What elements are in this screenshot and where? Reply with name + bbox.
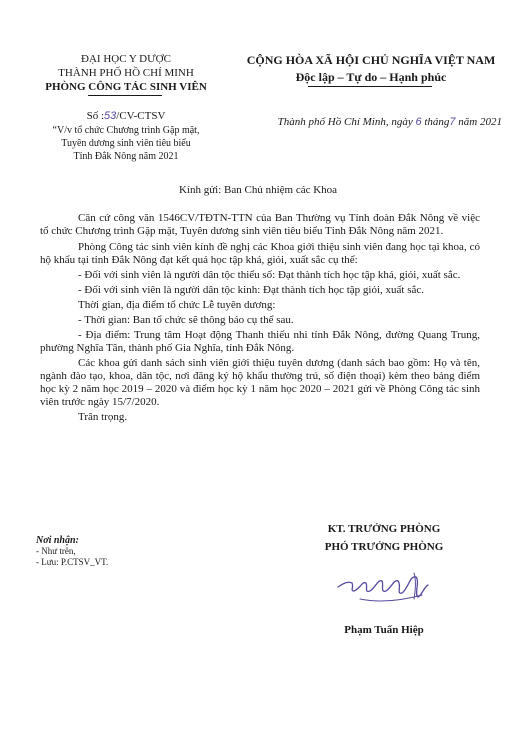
doc-number-prefix: Số :	[86, 110, 105, 122]
distribution-item: - Như trên,	[36, 546, 76, 556]
date-month: 7	[449, 116, 456, 128]
org-line-1: ĐẠI HỌC Y DƯỢC	[81, 53, 171, 65]
body-paragraph: - Thời gian: Ban tổ chức sẽ thông báo cụ thể sau.	[78, 314, 294, 326]
body-paragraph: Căn cứ công văn 1546CV/TĐTN-TTN của Ban Thường vụ Tỉnh đoàn Đắk Nông về việc tổ chức Chương trình Gặp mặt, Tuyên dương sinh viên tiêu biểu Tỉnh Đắk Nông năm 2021.	[40, 212, 480, 237]
body-paragraph: Các khoa gửi danh sách sinh viên giới thiệu tuyên dương (danh sách bao gồm: Họ và tên, ngành đào tạo, khoa, dân tộc, nơi đăng ký hộ khẩu thường trú, số điện thoại) kèm theo bảng điểm học kỳ 2 năm học 2019 – 2020 và điểm học kỳ 1 năm học 2020 – 2021 gửi về Phòng Công tác sinh viên trước ngày 15/7/2020.	[40, 357, 480, 408]
date-prefix: Thành phố Hồ Chí Minh, ngày	[277, 116, 413, 128]
signer-name: Phạm Tuấn Hiệp	[344, 624, 424, 636]
body-paragraph: Phòng Công tác sinh viên kính đề nghị các Khoa giới thiệu sinh viên đang học tại khoa, có hộ khẩu tại tỉnh Đắk Nông đạt kết quả học tập khá, giỏi, xuất sắc cụ thể:	[40, 241, 480, 266]
handwritten-signature	[330, 565, 440, 610]
body-paragraph: - Đối với sinh viên là người dân tộc kinh: Đạt thành tích học tập giỏi, xuất sắc.	[78, 284, 425, 296]
closing-line: Trân trọng.	[78, 411, 128, 423]
date-day: 6	[415, 116, 422, 128]
org-underline	[88, 95, 162, 96]
org-line-2: THÀNH PHỐ HỒ CHÍ MINH	[58, 67, 194, 79]
date-month-label: tháng	[424, 116, 450, 128]
date-line	[240, 116, 502, 128]
nation-name: CỘNG HÒA XÃ HỘI CHỦ NGHĨA VIỆT NAM	[246, 53, 496, 67]
recipient-line: Kính gửi: Ban Chủ nhiệm các Khoa	[178, 184, 338, 196]
subject-line-2: Tuyên dương sinh viên tiêu biểu	[61, 138, 191, 149]
org-line-3: PHÒNG CÔNG TÁC SINH VIÊN	[45, 81, 207, 93]
signature-title-line-1: KT. TRƯỞNG PHÒNG	[327, 523, 441, 535]
body-paragraph: - Đối với sinh viên là người dân tộc thiểu số: Đạt thành tích học tập khá, giỏi, xuất sắc.	[78, 269, 461, 281]
letter-body	[40, 212, 480, 427]
signature-title	[298, 520, 470, 556]
national-motto: Độc lập – Tự do – Hạnh phúc	[295, 70, 447, 84]
doc-number-handwritten: 53	[104, 110, 117, 122]
body-paragraph: - Địa điểm: Trung tâm Hoạt động Thanh thiếu nhi tỉnh Đắk Nông, đường Quang Trung, phường Nghĩa Tân, thành phố Gia Nghĩa, tỉnh Đắk Nông.	[40, 329, 480, 354]
motto-underline	[308, 86, 432, 87]
document-number	[36, 109, 216, 123]
date-year: năm 2021	[458, 116, 502, 128]
subject-line-1: “V/v tổ chức Chương trình Gặp mặt,	[52, 125, 200, 136]
doc-number-suffix: /CV-CTSV	[116, 110, 166, 122]
national-heading	[240, 52, 502, 86]
distribution-list	[36, 535, 216, 568]
body-paragraph: Thời gian, địa điểm tổ chức Lễ tuyên dương:	[78, 299, 276, 311]
issuing-organization	[36, 52, 216, 94]
distribution-title: Nơi nhận:	[36, 535, 79, 546]
subject-line-3: Tỉnh Đắk Nông năm 2021	[73, 151, 179, 162]
signature-title-line-2: PHÓ TRƯỞNG PHÒNG	[324, 541, 444, 553]
document-subject	[36, 124, 216, 163]
distribution-item: - Lưu: P.CTSV_VT.	[36, 557, 109, 567]
